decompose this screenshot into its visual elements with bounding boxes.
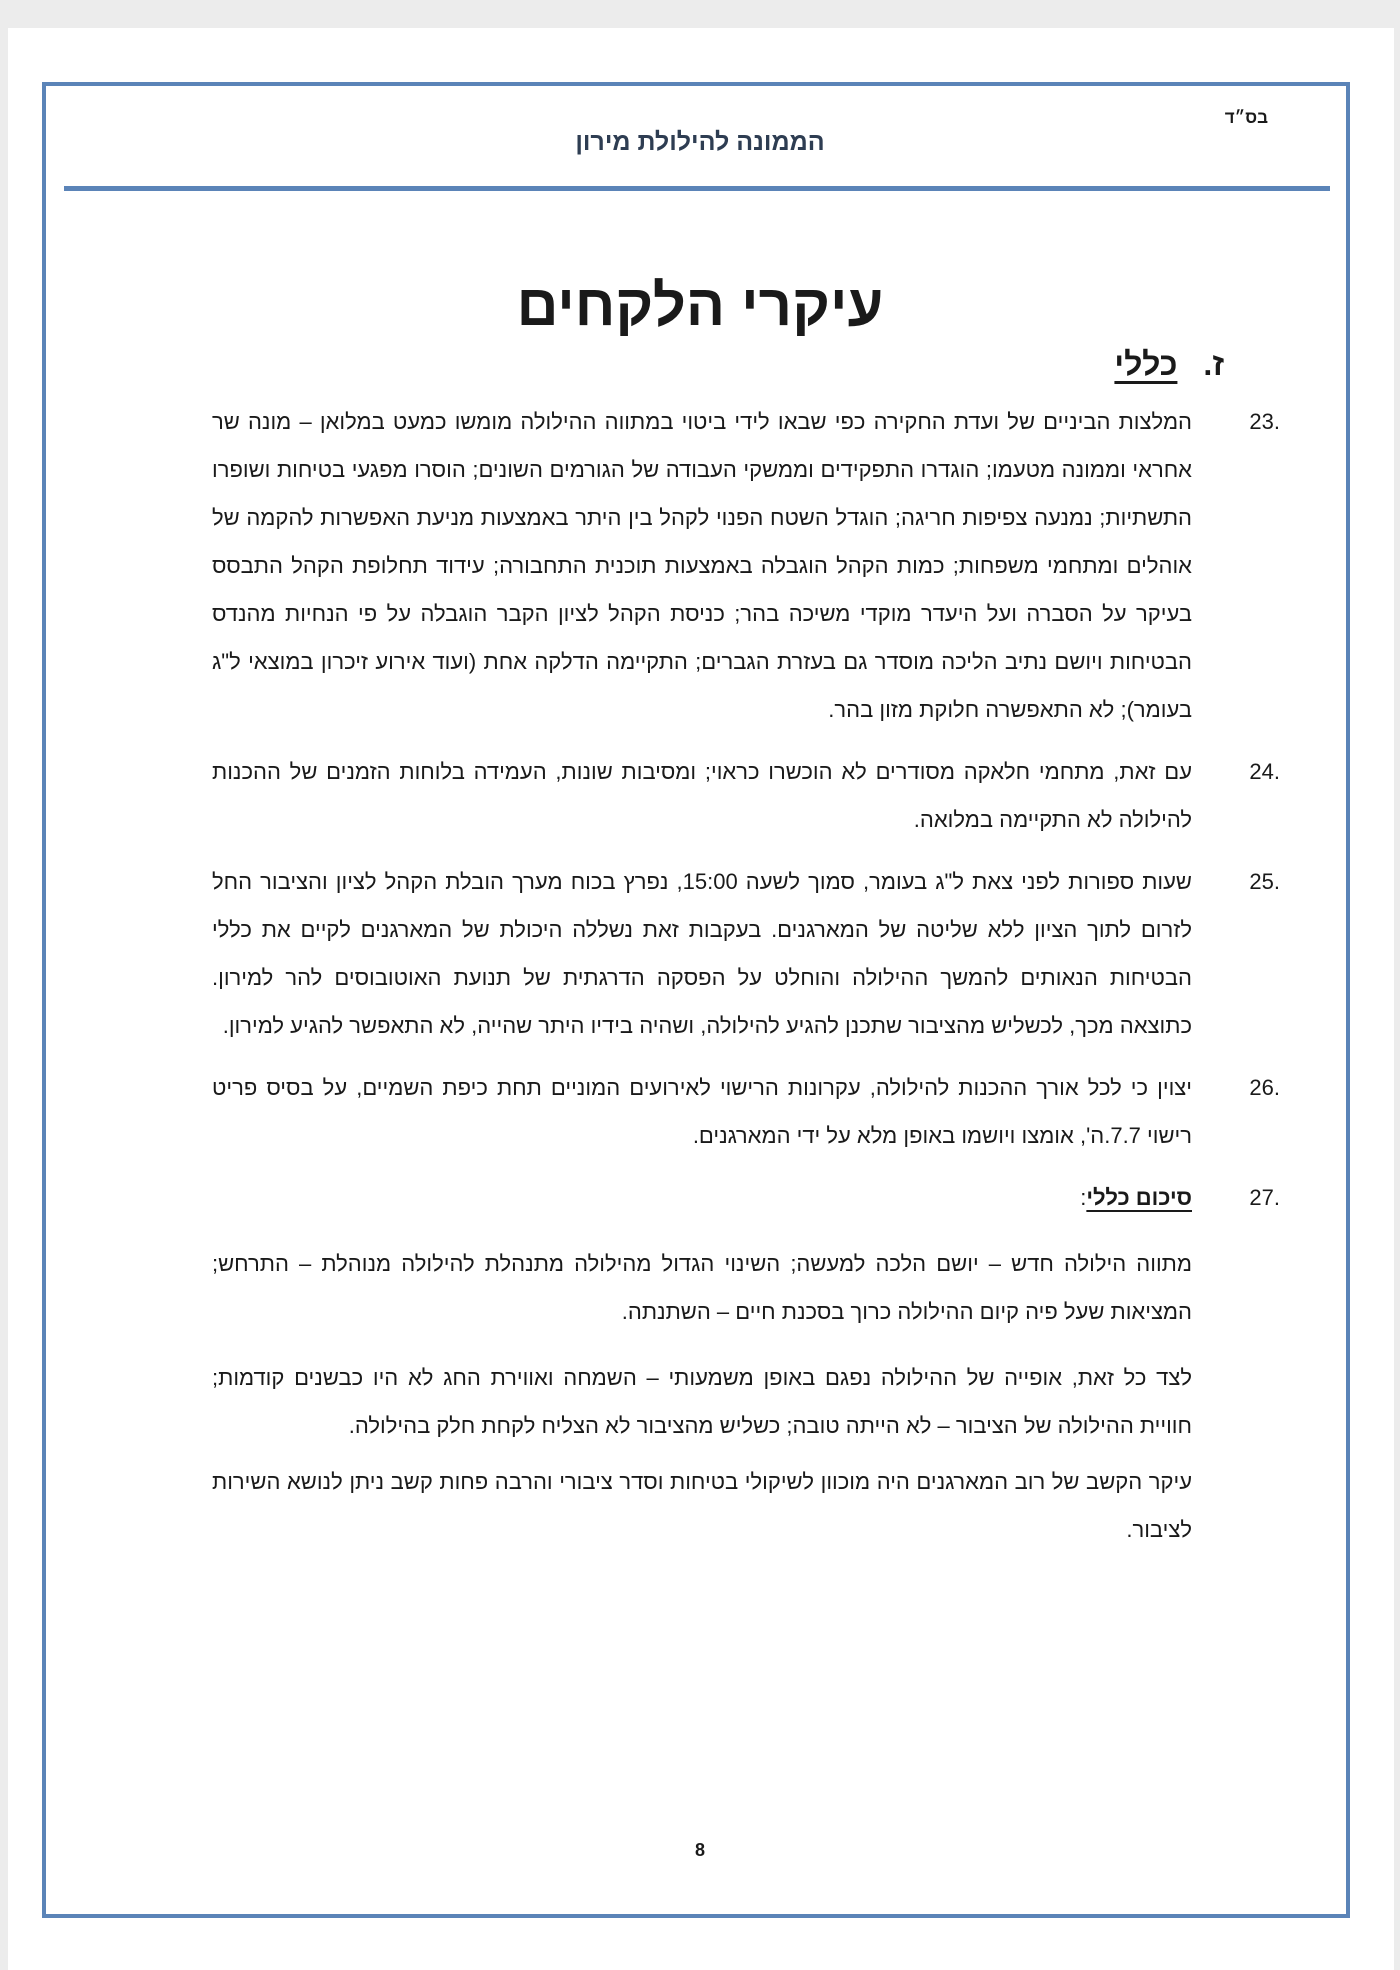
section-heading xyxy=(1114,346,1224,383)
paragraph-number: 23. xyxy=(1249,409,1280,434)
paragraph-text: עם זאת, מתחמי חלאקה מסודרים לא הוכשרו כראוי; ומסיבות שונות, העמידה בלוחות הזמנים של ההכנות להילולה לא התקיימה במלואה. xyxy=(212,759,1192,832)
summary-heading-colon: : xyxy=(1080,1185,1087,1210)
header-divider xyxy=(64,186,1330,191)
paragraph-text: שעות ספורות לפני צאת ל"ג בעומר, סמוך לשעה 15:00, נפרץ בכוח מערך הובלת הקהל לציון והציבור החל לזרום לתוך הציון ללא שליטה של המארגנים. בעקבות זאת נשללה היכולת של המארגנים לקיים את כללי הבטיחות הנאותים להמשך ההילולה והוחלט על הפסקה הדרגתית של תנועת האוטובוסים להר למירון. כתוצאה מכך, לכשליש מהציבור שתכנן להגיע להילולה, ושהיה בידיו היתר שהייה, לא התאפשר להגיע למירון. xyxy=(212,869,1192,1038)
paragraph-number: 25. xyxy=(1249,869,1280,894)
committee-header: הממונה להילולת מירון xyxy=(575,128,825,156)
paragraph-25 xyxy=(212,858,1280,1050)
page-title: עיקרי הלקחים xyxy=(516,273,884,338)
paragraph-text: עיקר הקשב של רוב המארגנים היה מוכוון לשיקולי בטיחות וסדר ציבורי והרבה פחות קשב ניתן לנושא השירות לציבור. xyxy=(212,1469,1192,1542)
paragraph-27 xyxy=(212,1174,1280,1222)
page-number: 8 xyxy=(694,1840,705,1860)
paragraph-24 xyxy=(212,748,1280,844)
paragraph-number: 26. xyxy=(1249,1075,1280,1100)
paragraph-number: 27. xyxy=(1249,1185,1280,1210)
paragraph-23 xyxy=(212,398,1280,734)
summary-paragraph-3 xyxy=(212,1458,1192,1554)
document-body xyxy=(212,398,1280,1554)
summary-paragraph-1 xyxy=(212,1240,1192,1336)
section-letter: ז. xyxy=(1203,346,1224,382)
paragraph-text: המלצות הביניים של ועדת החקירה כפי שבאו לידי ביטוי במתווה ההילולה מומשו כמעט במלואן – מונה שר אחראי וממונה מטעמו; הוגדרו התפקידים וממשקי העבודה של הגורמים השונים; הוסרו מפגעי בטיחות ושופרו התשתיות; נמנעה צפיפות חריגה; הוגדל השטח הפנוי לקהל בין היתר באמצעות מניעת האפשרות להקמה של אוהלים ומתחמי משפחות; כמות הקהל הוגבלה באמצעות תוכנית התחבורה; עידוד תחלופת הקהל התבסס בעיקר על הסברה ועל היעדר מוקדי משיכה בהר; כניסת הקהל לציון הקבר הוגבלה על פי הנחיות מהנדס הבטיחות ויושם נתיב הליכה מוסדר גם בעזרת הגברים; התקיימה הדלקה אחת (ועוד אירוע זיכרון במוצאי ל"ג בעומר); לא התאפשרה חלוקת מזון בהר. xyxy=(212,409,1192,722)
paragraph-number: 24. xyxy=(1249,759,1280,784)
summary-heading: סיכום כללי xyxy=(1086,1185,1192,1210)
summary-paragraph-2 xyxy=(212,1354,1192,1450)
paragraph-text: יצוין כי לכל אורך ההכנות להילולה, עקרונות הרישוי לאירועים המוניים תחת כיפת השמיים, על בסיס פריט רישוי 7.7.ה', אומצו ויושמו באופן מלא על ידי המארגנים. xyxy=(212,1075,1192,1148)
paragraph-text: לצד כל זאת, אופייה של ההילולה נפגם באופן משמעותי – השמחה ואווירת החג לא היו כבשנים קודמות; חוויית ההילולה של הציבור – לא הייתה טובה; כשליש מהציבור לא הצליח לקחת חלק בהילולה. xyxy=(212,1365,1192,1438)
paragraph-text: מתווה הילולה חדש – יושם הלכה למעשה; השינוי הגדול מהילולה מתנהלת להילולה מנוהלת – התרחש; המציאות שעל פיה קיום ההילולה כרוך בסכנת חיים – השתנתה. xyxy=(212,1251,1192,1324)
section-title: כללי xyxy=(1114,346,1178,382)
paragraph-26 xyxy=(212,1064,1280,1160)
bsd-mark: בס״ד xyxy=(1224,108,1268,127)
